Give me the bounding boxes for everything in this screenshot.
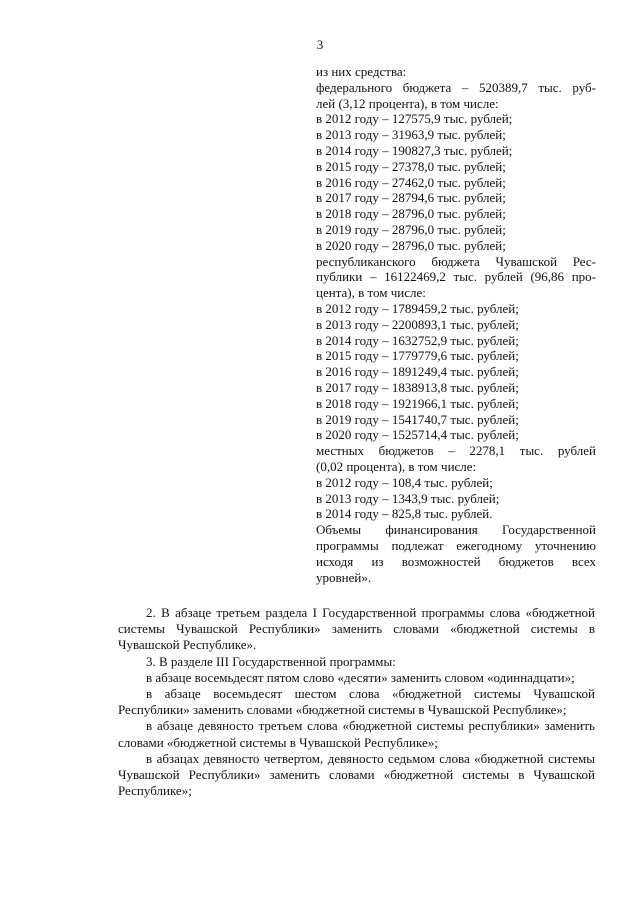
federal-year-line: в 2018 году – 28796,0 тыс. рублей; [316, 206, 506, 222]
local-budget-heading: местных бюджетов – 2278,1 тыс. рублей [316, 443, 596, 459]
republic-year-line: в 2014 году – 1632752,9 тыс. рублей; [316, 332, 519, 348]
local-budget-heading-cont: (0,02 процента), в том числе: [316, 458, 477, 474]
funding-intro: из них средства: [316, 64, 407, 79]
federal-budget-heading-cont: лей (3,12 процента), в том числе: [316, 95, 499, 111]
amendment-paragraph: в абзаце восемьдесят пятом слово «десяти» заменить словом «одиннадцати»; [146, 669, 575, 685]
federal-year-line: в 2019 году – 28796,0 тыс. рублей; [316, 221, 506, 237]
closing-note-line: программы подлежат ежегодному уточнению [316, 537, 596, 553]
republic-year-line: в 2017 году – 1838913,8 тыс. рублей; [316, 379, 519, 395]
local-year-line: в 2014 году – 825,8 тыс. рублей. [316, 506, 493, 522]
republic-budget-heading: республиканского бюджета Чувашской Рес- [316, 253, 596, 269]
page-number: 3 [316, 37, 324, 52]
republic-year-line: в 2012 году – 1789459,2 тыс. рублей; [316, 300, 519, 316]
federal-year-line: в 2013 году – 31963,9 тыс. рублей; [316, 127, 506, 143]
federal-year-line: в 2017 году – 28794,6 тыс. рублей; [316, 190, 506, 206]
federal-year-line: в 2012 году – 127575,9 тыс. рублей; [316, 111, 513, 127]
federal-year-line: в 2015 году – 27378,0 тыс. рублей; [316, 158, 506, 174]
local-year-line: в 2013 году – 1343,9 тыс. рублей; [316, 490, 500, 506]
local-year-line: в 2012 году – 108,4 тыс. рублей; [316, 474, 493, 490]
federal-year-line: в 2016 году – 27462,0 тыс. рублей; [316, 174, 506, 190]
amendment-paragraph: в абзаце девяносто третьем слова «бюджетной системы республики» заменить словами «бюджетной системы в Чувашской Республике»; [118, 718, 595, 750]
closing-note-line: Объемы финансирования Государственной [316, 522, 596, 538]
funding-volumes-block [316, 64, 596, 585]
federal-budget-heading: федерального бюджета – 520389,7 тыс. руб- [316, 79, 596, 95]
republic-year-line: в 2019 году – 1541740,7 тыс. рублей; [316, 411, 519, 427]
republic-year-line: в 2018 году – 1921966,1 тыс. рублей; [316, 395, 519, 411]
closing-note-line: исходя из возможностей бюджетов всех [316, 553, 596, 569]
republic-year-line: в 2015 году – 1779779,6 тыс. рублей; [316, 348, 519, 364]
federal-year-line: в 2020 году – 28796,0 тыс. рублей; [316, 237, 506, 253]
amendment-paragraph: 3. В разделе III Государственной программы: [146, 653, 396, 669]
republic-year-line: в 2016 году – 1891249,4 тыс. рублей; [316, 364, 519, 380]
republic-budget-heading-cont: публики – 16122469,2 тыс. рублей (96,86 про- [316, 269, 596, 285]
republic-budget-heading-end: цента), в том числе: [316, 285, 426, 301]
republic-year-line: в 2020 году – 1525714,4 тыс. рублей; [316, 427, 519, 443]
amendment-paragraph: в абзацах девяносто четвертом, девяносто седьмом слова «бюджетной системы Чувашской Республики» заменить словами «бюджетной системы в Чувашской Республике»; [118, 750, 595, 799]
republic-year-line: в 2013 году – 2200893,1 тыс. рублей; [316, 316, 519, 332]
federal-year-line: в 2014 году – 190827,3 тыс. рублей; [316, 142, 513, 158]
closing-note-end: уровней». [316, 569, 372, 585]
amendment-paragraph: в абзаце восемьдесят шестом слова «бюджетной системы Чувашской Республики» заменить словами «бюджетной системы в Чувашской Республике»; [118, 686, 595, 718]
amendments-block [118, 605, 595, 799]
amendment-paragraph: 2. В абзаце третьем раздела I Государственной программы слова «бюджетной системы Чувашской Республики» заменить словами «бюджетной системы в Чувашской Республике». [118, 605, 595, 653]
